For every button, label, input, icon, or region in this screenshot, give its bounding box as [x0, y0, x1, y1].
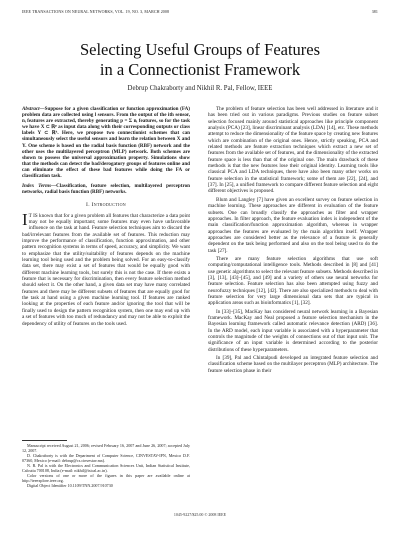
footnote-divider — [22, 440, 67, 441]
paper-title — [40, 40, 360, 80]
abstract — [22, 106, 190, 179]
body-paragraph-5: In [39], Pal and Chintalpudi developed an integrated feature selection and classification scheme based on the multilayer perceptron (MLP) architecture. The feature selection phase in their — [208, 355, 378, 374]
body-paragraph-3: There are many feature selection algorithms that use soft computing/computational intelligence tools. Methods described in [8] and [41] use genetic algorithms to select the relevant feature subsets. Methods described in [3], [13], [43]–[45], and [49] and a variety of others use neural networks for feature selection. Feature selection has also been attempted using fuzzy and neurofuzzy techniques [12], [42]. There are also specialized methods to deal with feature selection for very large dimensional data sets that are typical in application areas such as bioinformatics [1], [32]. — [208, 255, 378, 307]
body-paragraph-2: Blum and Langley [7] have given an excellent survey on feature selection in machine learning. These approaches are different in evaluation of the feature subsets. One can broadly classify the approaches as filter and wrapper approaches. In filter approach, the feature evaluation index is independent of the main classification/function approximation algorithm, whereas in wrapper approaches the features are evaluated by the main algorithm itself. Wrapper approaches are considered better as the relevance of a feature is generally dependent on the task being performed and also on the tool being used to do the task [27]. — [208, 196, 378, 254]
footnote-color: Color versions of one or more of the figures in this paper are available online at http://ieeexplore.ieee.org. — [22, 473, 190, 483]
footnote-author-2: N. R. Pal is with the Electronics and Communication Sciences Unit, Indian Statistical Institute, Calcutta 700108, India (e-mail: nikhil@isical.ac.in). — [22, 463, 190, 473]
index-terms — [22, 183, 190, 195]
author-line: Debrup Chakraborty and Nikhil R. Pal, Fellow, IEEE — [127, 85, 273, 92]
footnote-author-1: D. Chakraborty is with the Department of Computer Science, CINVESTAV-IPN, Mexico D.F. 07360, Mexico (e-mail: debrup@cs.cinvestav.mx). — [22, 453, 190, 463]
journal-header: IEEE TRANSACTIONS ON NEURAL NETWORKS, VOL. 19, NO. 3, MARCH 2008 — [22, 9, 170, 14]
intro-paragraph — [22, 209, 190, 327]
abstract-text: Suppose for a given classification or function approximation (FA) problem data are collected using l sensors. From the output of the ith sensor, nᵢ features are extracted, thereby generating p = Σ nᵢ features, so for the task we have X ⊂ ℝᵖ as input data along with their corresponding outputs or class labels Y ⊂ ℝᵏ. Here, we propose two connectionist schemes that can simultaneously select the useful sensors and learn the relation between X and Y. One scheme is based on the radial basis function (RBF) network and the other uses the multilayered perceptron (MLP) network. Both schemes are shown to possess the universal approximation property. Simulations show that the methods can detect the bad/derogatory groups of features online and can eliminate the effect of these bad features while doing the FA or classification task. — [22, 106, 190, 180]
running-head — [22, 9, 378, 14]
intro-paragraph-text: T IS known that for a given problem all features that characterize a data point may not be equally important; some features may even have unfavorable influence on the task at hand. Feature selection techniques aim to discard the bad/irrelevant features from the available set of features. This reduction may improve the performance of classification, function approximation, and other pattern recognition systems in terms of speed, accuracy, and simplicity. We want to emphasize that the utility/suitability of features depends on the machine learning tool being used and the problem being solved. For an easy-to-classify data set, there may exist a set of features that would be equally good with different machine learning tools, but surely this is not the case. If there exists a feature that is necessary for discrimination, then every feature selection method should select it. On the other hand, a given data set may have many correlated features and there may be different subsets of features that are equally good for the task at hand using a given machine learning tool. If features are ranked looking at the properties of each feature and/or ignoring the tool that will be finally used to design the pattern recognition system, then one may end up with a set of features with too much of redundancy and may not be able to exploit the dependency of utility of features on the tools used. — [22, 212, 190, 327]
page-number: 381 — [371, 9, 378, 14]
footnote-doi: Digital Object Identifier 10.1109/TNN.2007.910730 — [27, 483, 113, 488]
footnotes — [22, 443, 190, 488]
index-terms-text: Classification, feature selection, multilayered perceptron networks, radial basis function (RBF) networks. — [22, 183, 190, 196]
index-terms-label: Index Terms— — [22, 183, 57, 190]
title-line-2: in a Connectionist Framework — [99, 60, 301, 79]
body-paragraph-1: The problem of feature selection has been well addressed in literature and it has been tried out in various paradigms. Previous studies on feature subset selection focused mainly around statistical approaches like principle component analysis (PCA) [23], linear discriminant analysis (LDA) [14], etc. These methods attempt to reduce the dimensionality of the feature space by creating new features which are combination of the original ones. Hence, strictly speaking, PCA and related methods are feature extraction techniques which extract a new set of features from the available set of features, and the dimensionality of the extracted feature space is less than that of the original one. The main drawback of these methods is that the new features lose their original identity. Learning tools like classical PCA and LDA techniques, there have also been many other works on feature selection in the statistical framework; some of them are [22], [24], and [37]. In [25], a unified framework to compare different feature selection and eight different objectives is proposed. — [208, 106, 378, 195]
copyright-line: 1045-9227/$25.00 © 2008 IEEE — [173, 512, 227, 517]
drop-cap: I — [22, 209, 28, 229]
title-line-1: Selecting Useful Groups of Features — [79, 40, 321, 59]
left-column — [22, 106, 190, 329]
right-column — [208, 106, 378, 376]
section-heading: I. Introduction — [86, 202, 126, 209]
footnote-manuscript: Manuscript received August 21, 2006; revised February 16, 2007 and June 26, 2007; accepted July 12, 2007. — [22, 443, 190, 453]
abstract-label: Abstract— — [22, 106, 45, 112]
body-paragraph-4: In [33]–[35], MacKay has considered neural network learning in a Bayesian framework. MacKay and Neal proposed a feature selection mechanism in the Bayesian learning framework called automatic relevance detection (ARD) [36]. In the ARD model, each input variable is associated with a hyperparameter that controls the magnitude of the weights of connections out of that input unit. The significance of an input variable is determined according to the posterior distributions of these hyperparameters. — [208, 308, 378, 353]
